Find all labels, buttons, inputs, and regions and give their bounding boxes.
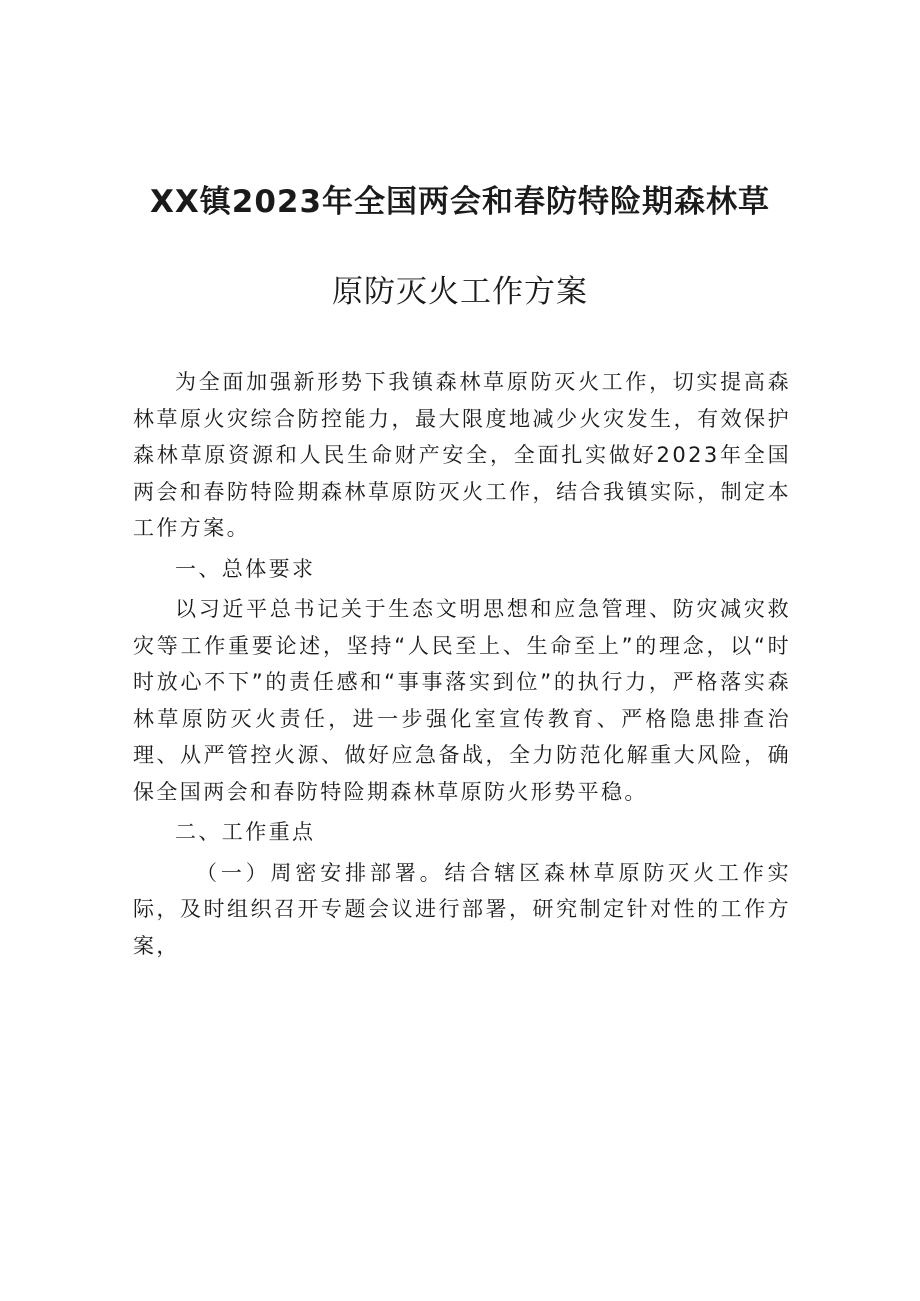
intro-paragraph: 为全面加强新形势下我镇森林草原防灭火工作，切实提高森林草原火灾综合防控能力，最大限度地减少火灾发生，有效保护森林草原资源和人民生命财产安全，全面扎实做好2023年全国两会和春防特险期森林草原防灭火工作，结合我镇实际，制定本工作方案。 [133,370,791,540]
document-title-line2: 原防灭火工作方案 [332,274,588,310]
section2-heading: 二、工作重点 [175,820,316,844]
section1-heading: 一、总体要求 [175,556,316,581]
document-body [133,364,791,964]
document-title-line1: XX镇2023年全国两会和春防特险期森林草 [149,184,771,220]
section2-item1-paragraph: （一）周密安排部署。结合辖区森林草原防灭火工作实际，及时组织召开专题会议进行部署，研究制定针对性的工作方案， [133,860,791,958]
section1-paragraph: 以习近平总书记关于生态文明思想和应急管理、防灾减灾救灾等工作重要论述，坚持“人民至上、生命至上”的理念，以“时时放心不下”的责任感和“事事落实到位”的执行力，严格落实森林草原防灭火责任，进一步强化室宣传教育、严格隐患排查治理、从严管控火源、做好应急备战，全力防范化解重大风险，确保全国两会和春防特险期森林草原防火形势平稳。 [133,597,791,804]
